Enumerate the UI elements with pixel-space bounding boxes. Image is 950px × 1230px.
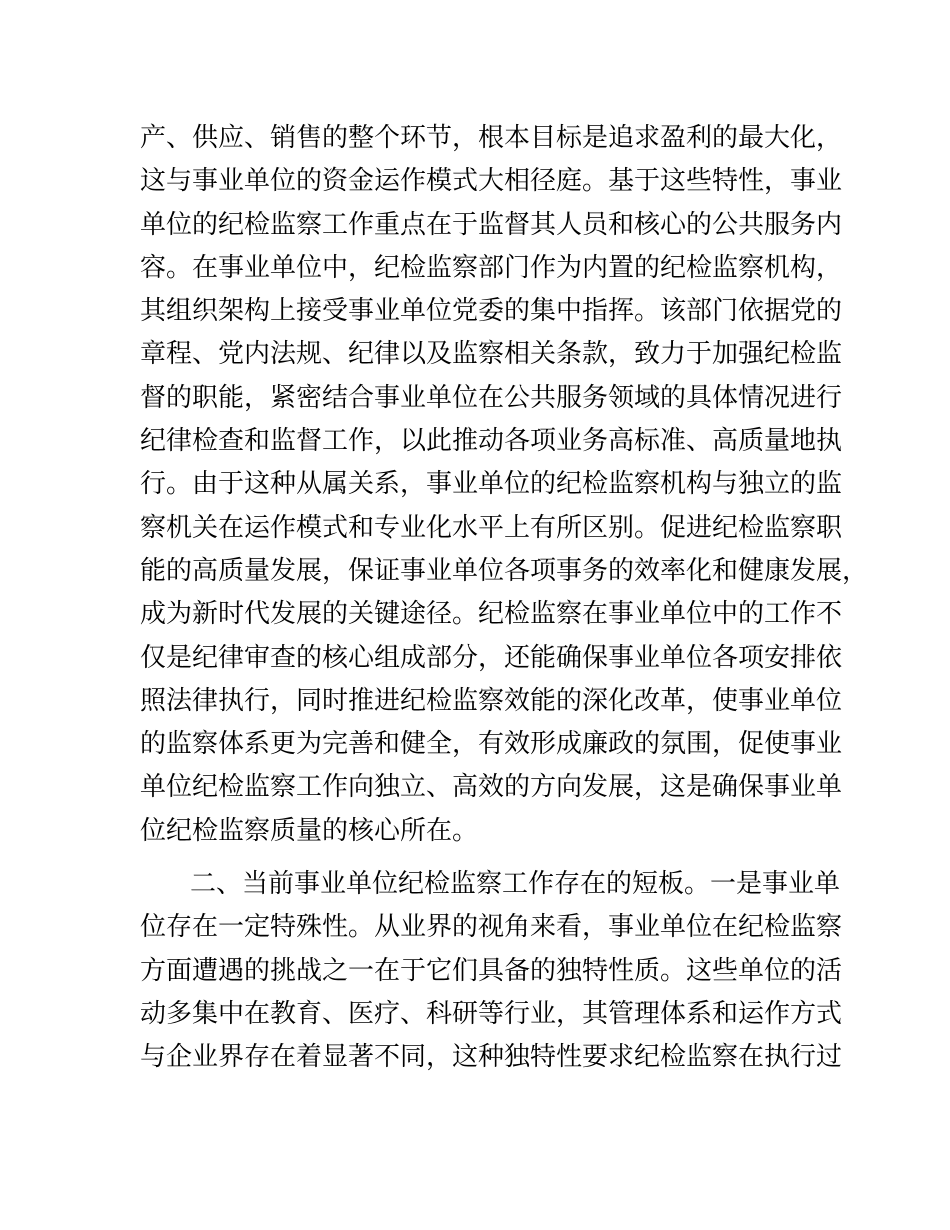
text-line: 章程、党内法规、纪律以及监察相关条款，致力于加强纪检监 — [140, 339, 843, 370]
text-line: 仅是纪律审查的核心组成部分，还能确保事业单位各项安排依 — [140, 642, 843, 673]
text-line: 照法律执行，同时推进纪检监察效能的深化改革，使事业单位 — [140, 685, 843, 716]
text-line: 方面遭遇的挑战之一在于它们具备的独特性质。这些单位的活 — [140, 955, 843, 986]
text-line: 这与事业单位的资金运作模式大相径庭。基于这些特性，事业 — [140, 166, 843, 197]
text-line: 纪律检查和监督工作，以此推动各项业务高标准、高质量地执 — [140, 426, 843, 457]
text-line: 位纪检监察质量的核心所在。 — [140, 815, 479, 846]
paragraph-2 — [140, 863, 843, 1079]
text-line: 其组织架构上接受事业单位党委的集中指挥。该部门依据党的 — [140, 296, 843, 327]
body-text — [140, 117, 869, 1080]
text-line: 位存在一定特殊性。从业界的视角来看，事业单位在纪检监察 — [140, 912, 843, 943]
text-line: 动多集中在教育、医疗、科研等行业，其管理体系和运作方式 — [140, 998, 843, 1029]
text-line: 容。在事业单位中，纪检监察部门作为内置的纪检监察机构， — [140, 252, 843, 283]
text-line: 能的高质量发展，保证事业单位各项事务的效率化和健康发展， — [140, 555, 869, 586]
text-line: 的监察体系更为完善和健全，有效形成廉政的氛围，促使事业 — [140, 729, 843, 760]
text-line: 察机关在运作模式和专业化水平上有所区别。促进纪检监察职 — [140, 512, 843, 543]
text-line: 行。由于这种从属关系，事业单位的纪检监察机构与独立的监 — [140, 469, 843, 500]
text-line: 二、当前事业单位纪检监察工作存在的短板。一是事业单 — [190, 869, 841, 900]
text-line: 成为新时代发展的关键途径。纪检监察在事业单位中的工作不 — [140, 599, 843, 630]
text-line: 产、供应、销售的整个环节，根本目标是追求盈利的最大化， — [140, 123, 843, 153]
text-line: 督的职能，紧密结合事业单位在公共服务领域的具体情况进行 — [140, 382, 843, 413]
text-line: 单位纪检监察工作向独立、高效的方向发展，这是确保事业单 — [140, 772, 843, 803]
text-line: 单位的纪检监察工作重点在于监督其人员和核心的公共服务内 — [140, 209, 843, 240]
text-line: 与企业界存在着显著不同，这种独特性要求纪检监察在执行过 — [140, 1042, 843, 1073]
paragraph-spacer — [140, 853, 840, 863]
paragraph-1 — [140, 117, 869, 853]
